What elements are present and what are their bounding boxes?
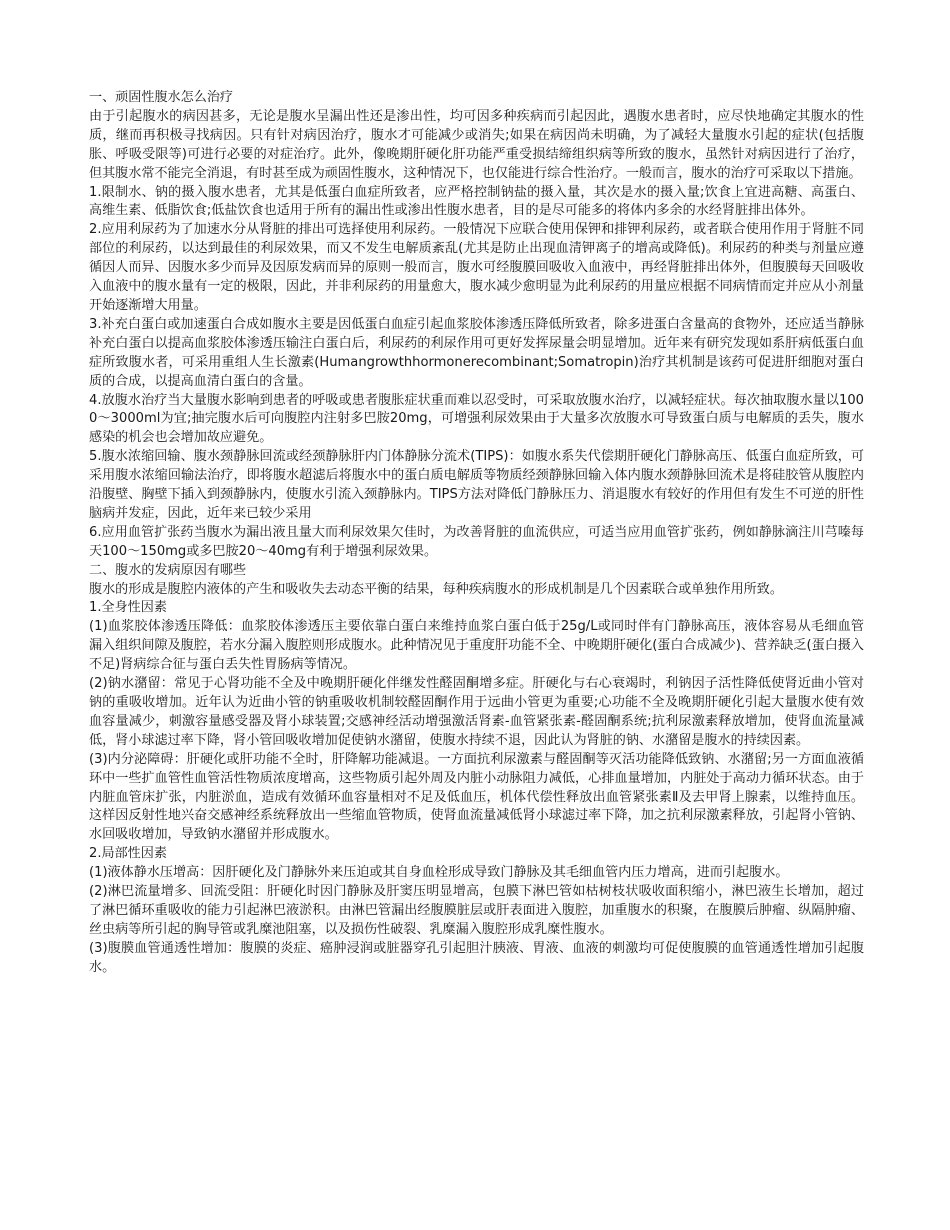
systemic-factors-heading: 1.全身性因素 (89, 600, 167, 616)
section-1-heading: 一、顽固性腹水怎么治疗 (89, 90, 234, 105)
treatment-item-2: 2.应用利尿药为了加速水分从肾脏的排出可选择使用利尿药。一般情况下应联合使用保钾和排钾利尿药，或者联合使用作用于肾脏不同部位的利尿药，以达到最佳的利尿效果，而又不发生电解质紊乱(尤其是防止出现血清钾离子的增高或降低)。利尿药的种类与剂量应遵循因人而异、因腹水多少而异及因原发病而异的原则一般而言，腹水可经腹膜回吸收入血液中，再经肾脏排出体外，但腹膜每天回吸收入血液中的腹水量有一定的极限，因此，并非利尿药的用量愈大，腹水减少愈明显为此利尿药的用量应根据不同病情而定并应从小剂量开始逐渐增大用量。 (89, 222, 864, 313)
treatment-item-1: 1.限制水、钠的摄入腹水患者，尤其是低蛋白血症所致者，应严格控制钠盐的摄入量，其次是水的摄入量;饮食上宜进高糖、高蛋白、高维生素、低脂饮食;低盐饮食也适用于所有的漏出性或渗出性腹水患者，目的是尽可能多的将体内多余的水经肾脏排出体外。 (89, 184, 864, 219)
local-factor-3: (3)腹膜血管通透性增加：腹膜的炎症、癌肿浸润或脏器穿孔引起胆汁胰液、胃液、血液的刺激均可促使腹膜的血管通透性增加引起腹水。 (89, 940, 864, 975)
treatment-item-3: 3.补充白蛋白或加速蛋白合成如腹水主要是因低蛋白血症引起血浆胶体渗透压降低所致者，除多进蛋白含量高的食物外，还应适当静脉补充白蛋白以提高血浆胶体渗透压输注白蛋白后，利尿药的利尿作用可更好发挥尿量会明显增加。近年来有研究发现如系肝病低蛋白血症所致腹水者，可采用重组人生长激素(Humangrowthhormonerecombinant;Somatropin)治疗其机制是该药可促进肝细胞对蛋白质的合成，以提高血清白蛋白的含量。 (89, 316, 864, 389)
local-factor-2: (2)淋巴流量增多、回流受阻：肝硬化时因门静脉及肝窦压明显增高，包膜下淋巴管如枯树枝状吸收面积缩小，淋巴液生长增加，超过了淋巴循环重吸收的能力引起淋巴液淤积。由淋巴管漏出经腹膜脏层或肝表面进入腹腔，加重腹水的积聚，在腹膜后肿瘤、纵隔肿瘤、丝虫病等所引起的胸导管或乳糜池阻塞，以及损伤性破裂、乳糜漏入腹腔形成乳糜性腹水。 (89, 884, 864, 937)
local-factors-heading: 2.局部性因素 (89, 846, 167, 862)
local-factor-1: (1)液体静水压增高：因肝硬化及门静脉外来压迫或其自身血栓形成导致门静脉及其毛细血管内压力增高，进而引起腹水。 (89, 865, 789, 881)
section-2-heading: 二、腹水的发病原因有哪些 (89, 562, 247, 578)
section-2-intro: 腹水的形成是腹腔内液体的产生和吸收失去动态平衡的结果，每种疾病腹水的形成机制是几个因素联合或单独作用所致。 (89, 581, 783, 597)
document-page (89, 89, 864, 978)
systemic-factor-1: (1)血浆胶体渗透压降低：血浆胶体渗透压主要依靠白蛋白来维持血浆白蛋白低于25g/L或同时伴有门静脉高压，液体容易从毛细血管漏入组织间隙及腹腔，若水分漏入腹腔则形成腹水。此种情况见于重度肝功能不全、中晚期肝硬化(蛋白合成减少)、营养缺乏(蛋白摄入不足)肾病综合征与蛋白丢失性胃肠病等情况。 (89, 619, 864, 673)
treatment-item-4: 4.放腹水治疗当大量腹水影响到患者的呼吸或患者腹胀症状重而难以忍受时，可采取放腹水治疗，以减轻症状。每次抽取腹水量以1000～3000ml为宜;抽完腹水后可向腹腔内注射多巴胺20mg，可增强利尿效果由于大量多次放腹水可导致蛋白质与电解质的丢失，腹水感染的机会也会增加故应避免。 (89, 392, 864, 446)
systemic-factor-3: (3)内分泌障碍：肝硬化或肝功能不全时，肝降解功能减退。一方面抗利尿激素与醛固酮等灭活功能降低致钠、水潴留;另一方面血液循环中一些扩血管性血管活性物质浓度增高，这些物质引起外周及内脏小动脉阻力减低，心排血量增加，内脏处于高动力循环状态。由于内脏血管床扩张，内脏淤血，造成有效循环血容量相对不足及低血压，机体代偿性释放出血管紧张素Ⅱ及去甲肾上腺素，以维持血压。这样因反射性地兴奋交感神经系统释放出一些缩血管物质，使肾血流量减低肾小球滤过率下降，加之抗利尿激素释放，引起肾小管钠、水回吸收增加，导致钠水潴留并形成腹水。 (89, 751, 864, 843)
treatment-item-6: 6.应用血管扩张药当腹水为漏出液且量大而利尿效果欠佳时，为改善肾脏的血流供应，可适当应用血管扩张药，例如静脉滴注川芎嗪每天100～150mg或多巴胺20～40mg有利于增强利尿效果。 (89, 524, 864, 559)
section-1-intro: 由于引起腹水的病因甚多，无论是腹水呈漏出性还是渗出性，均可因多种疾病而引起因此，遇腹水患者时，应尽快地确定其腹水的性质，继而再积极寻找病因。只有针对病因治疗，腹水才可能减少或消失;如果在病因尚未明确，为了减轻大量腹水引起的症状(包括腹胀、呼吸受限等)可进行必要的对症治疗。此外，像晚期肝硬化肝功能严重受损结缔组织病等所致的腹水，虽然针对病因进行了治疗，但其腹水常不能完全消退，有时甚至成为顽固性腹水，这种情况下，也仅能进行综合性治疗。一般而言，腹水的治疗可采取以下措施。 (89, 108, 864, 181)
treatment-item-5: 5.腹水浓缩回输、腹水颈静脉回流或经颈静脉肝内门体静脉分流术(TIPS)：如腹水系失代偿期肝硬化门静脉高压、低蛋白血症所致，可采用腹水浓缩回输法治疗，即将腹水超滤后将腹水中的蛋白质电解质等物质经颈静脉回输入体内腹水颈静脉回流术是将硅胶管从腹腔内沿腹壁、胸壁下插入到颈静脉内，使腹水引流入颈静脉内。TIPS方法对降低门静脉压力、消退腹水有较好的作用但有发生不可逆的肝性脑病并发症，因此，近年来已较少采用 (89, 449, 864, 521)
systemic-factor-2: (2)钠水潴留：常见于心肾功能不全及中晚期肝硬化伴继发性醛固酮增多症。肝硬化与右心衰竭时，利钠因子活性降低使肾近曲小管对钠的重吸收增加。近年认为近曲小管的钠重吸收机制较醛固酮作用于远曲小管更为重要;心功能不全及晚期肝硬化引起大量腹水使有效血容量减少，刺激容量感受器及肾小球装置;交感神经活动增强激活肾素-血管紧张素-醛固酮系统;抗利尿激素释放增加，使肾血流量减低，肾小球滤过率下降，肾小管回吸收增加促使钠水潴留，使腹水持续不退，因此认为肾脏的钠、水潴留是腹水的持续因素。 (89, 676, 864, 748)
